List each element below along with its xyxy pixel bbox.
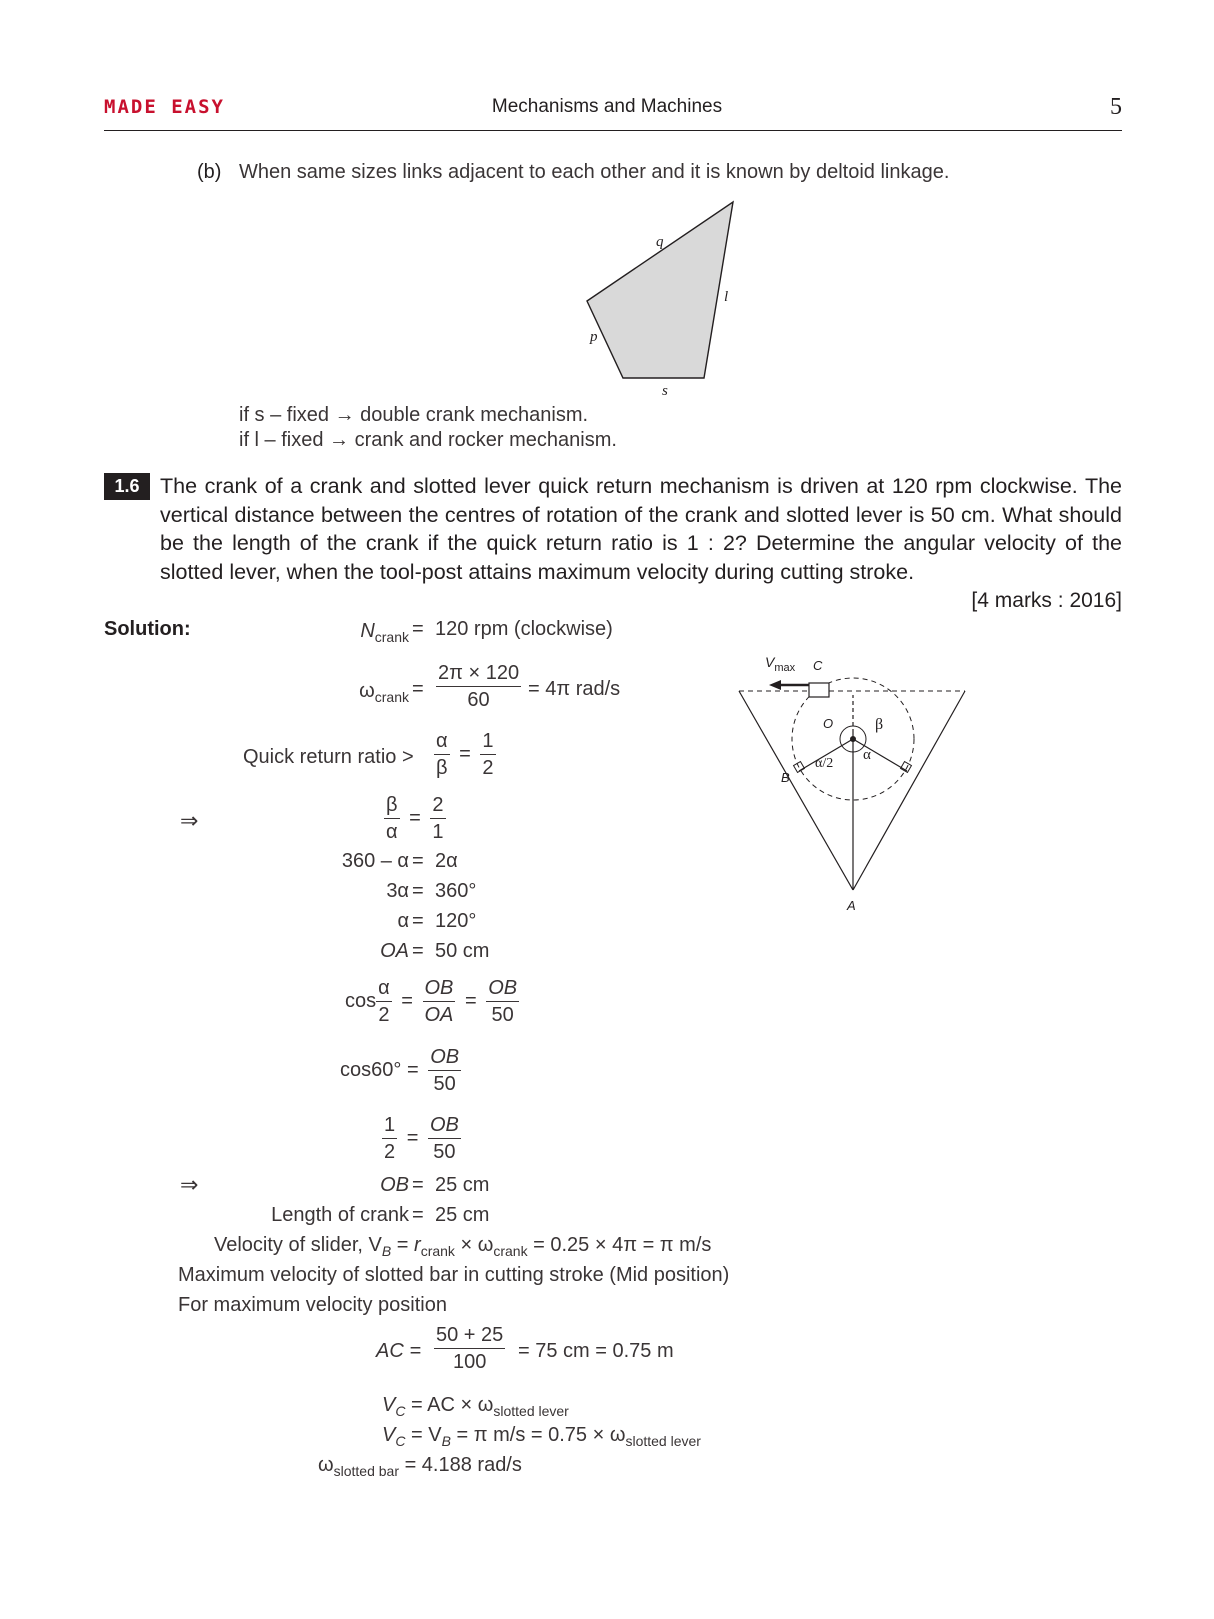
qrr-eq: =: [459, 742, 471, 765]
cos-num: α: [376, 975, 392, 1002]
omega-numerator: 2π × 120: [436, 660, 521, 687]
slider-velocity-label: Velocity of slider, V: [214, 1234, 382, 1256]
eq-ob-lhs: OB: [380, 1174, 409, 1196]
label-alpha-half: α/2: [815, 756, 834, 771]
vc-line-1: $V_C$ = AC × $\omega_{slotted lever}$: [382, 1394, 569, 1419]
header-rule: [104, 130, 1122, 131]
half-num: 1: [382, 1112, 397, 1139]
eq-oa-eq: =: [412, 940, 424, 962]
eq-a-lhs: α: [397, 910, 409, 932]
label-a: A: [847, 898, 856, 913]
running-title: Mechanisms and Machines: [491, 96, 723, 117]
cos60-line: [340, 1044, 465, 1097]
slider-velocity-line: Velocity of slider, $V_B = r_{crank} \times \omega_{crank} = 0.25 \times 4\pi = \pi$ m/s: [214, 1234, 712, 1259]
slotted-lever-left: [739, 691, 853, 890]
ac-num: 50 + 25: [434, 1322, 505, 1349]
note-l-fixed: if l – fixed → crank and rocker mechanism.: [239, 429, 617, 451]
eq-360-rhs: 2α: [435, 850, 458, 872]
eq-360-lhs: 360 – α: [341, 850, 409, 872]
implies-arrow-2: ⇒: [180, 1172, 199, 1197]
eq-a-rhs: 120°: [435, 910, 477, 932]
omega-slotted-bar-value: = 4.188 rad/s: [404, 1454, 522, 1476]
eq-oa-rhs: 50 cm: [435, 940, 490, 962]
n-crank-value: 120 rpm (clockwise): [435, 618, 613, 640]
vc-line-2-text: = V: [411, 1424, 442, 1446]
ba-eq: =: [409, 806, 421, 829]
label-vmax: $V_{max}$: [765, 655, 796, 674]
part-b-label: (b): [197, 161, 222, 183]
n-crank-symbol: $N_{crank}$: [360, 620, 409, 645]
eq-ob-rhs: 25 cm: [435, 1174, 490, 1196]
eq-3a-eq: =: [412, 880, 424, 902]
deltoid-linkage-figure: [560, 195, 750, 395]
question-number-badge: 1.6: [104, 473, 150, 500]
slider-block: [809, 683, 829, 697]
implies-arrow-1: ⇒: [180, 808, 199, 833]
vmax-arrow-head: [769, 680, 781, 690]
cos60-eq: =: [406, 1058, 419, 1081]
for-max-velocity-line: For maximum velocity position: [178, 1294, 447, 1316]
eq-len-eq: =: [412, 1204, 424, 1226]
ob-num-1: OB: [423, 975, 456, 1002]
label-l: l: [724, 289, 729, 305]
label-c: C: [813, 658, 823, 673]
cos-eq-2: =: [464, 989, 477, 1012]
eq-a-eq: =: [412, 910, 424, 932]
label-q: q: [656, 234, 664, 250]
quick-return-mechanism-figure: [725, 655, 980, 920]
omega-denominator: 60: [467, 689, 490, 711]
note-s-fixed: if s – fixed → double crank mechanism.: [239, 404, 589, 426]
slotted-lever-right: [853, 691, 965, 890]
question-text: The crank of a crank and slotted lever quick return mechanism is driven at 120 rpm clockwise. The vertical distance between the centres of rotation of the crank and slotted lever is 50 cm. What should be the length of the crank if the quick return ratio is 1 : 2? Determine the angular velocity of the slotted lever, when the tool-post attains maximum velocity during cutting stroke.: [160, 474, 1122, 584]
cos-eq-1: =: [401, 989, 413, 1012]
ac-fraction: [430, 1322, 509, 1375]
vc-line-2: $V_C = V_B = \pi$ $m/s = 0.75 \times \omega_{slotted lever}$: [382, 1424, 701, 1449]
eq-len-lhs: Length of crank: [271, 1204, 409, 1226]
omega-crank-fraction: [432, 660, 525, 713]
ob-den-oa: OA: [424, 1004, 454, 1026]
qrr-fraction: [430, 728, 500, 781]
omega-crank-symbol: $\omega_{crank}$: [359, 680, 409, 705]
omega-crank-result: = 4π rad/s: [528, 678, 621, 700]
qrr-den-beta: β: [436, 757, 448, 779]
half-den: 2: [384, 1141, 396, 1163]
eq-ob-eq: =: [412, 1174, 424, 1196]
ac-den: 100: [452, 1351, 487, 1373]
half-line: [378, 1112, 465, 1165]
eq-len-rhs: 25 cm: [435, 1204, 490, 1226]
deltoid-shape: [587, 202, 733, 378]
cos-label: cos: [345, 989, 377, 1012]
ac-result: = 75 cm = 0.75 m: [518, 1340, 674, 1362]
qrr-label: Quick return ratio >: [243, 746, 414, 768]
question-marks: [4 marks : 2016]: [971, 589, 1122, 612]
ob-num-2: OB: [486, 975, 519, 1002]
omega-slotted-bar-line: $\omega_{slotted bar} = 4.188$ rad/s: [318, 1454, 522, 1479]
crank-right: [853, 739, 907, 771]
label-b: B: [781, 770, 790, 785]
ba-num-2: 2: [430, 792, 445, 819]
ba-den-1: 1: [432, 821, 444, 843]
label-alpha: α: [863, 747, 871, 763]
label-p: p: [590, 329, 598, 345]
slider-velocity-value: = 0.25 × 4π = π m/s: [533, 1234, 712, 1256]
eq-360-eq: =: [412, 850, 424, 872]
half-rden: 50: [433, 1141, 456, 1163]
page-number: 5: [1110, 94, 1122, 120]
qrr-num-alpha: α: [434, 728, 450, 755]
n-crank-eq: =: [412, 618, 424, 640]
ac-label: AC =: [376, 1340, 422, 1362]
eq-3a-rhs: 360°: [435, 880, 477, 902]
ba-den-alpha: α: [386, 821, 398, 843]
eq-oa-lhs: OA: [380, 940, 409, 962]
qrr-den-2: 2: [482, 757, 494, 779]
omega-crank-eq: =: [412, 678, 424, 700]
eq-3a-lhs: 3α: [386, 880, 409, 902]
solution-heading: Solution:: [104, 618, 191, 640]
cos60-num: OB: [428, 1044, 461, 1071]
ob-den-50: 50: [491, 1004, 514, 1026]
half-rnum: OB: [428, 1112, 461, 1139]
ba-num-beta: β: [384, 792, 400, 819]
beta-alpha-fraction: [380, 792, 450, 845]
part-b-text: When same sizes links adjacent to each other and it is known by deltoid linkage.: [239, 161, 950, 183]
qrr-num-1: 1: [480, 728, 495, 755]
vc-line-1-text: = AC × ω: [411, 1394, 494, 1416]
cos-den: 2: [378, 1004, 390, 1026]
label-beta: β: [875, 716, 884, 733]
publisher-logo: MADE EASY: [104, 96, 225, 118]
label-o: O: [823, 716, 834, 731]
max-velocity-line: Maximum velocity of slotted bar in cutting stroke (Mid position): [178, 1264, 730, 1286]
vc-line-2-rest: = π m/s = 0.75 × ω: [456, 1424, 626, 1446]
cos-half-alpha-line: [345, 975, 523, 1028]
half-eq: =: [406, 1126, 419, 1149]
label-s: s: [662, 383, 668, 395]
cos60-den: 50: [433, 1073, 456, 1095]
cos60-label: cos60°: [340, 1058, 402, 1081]
